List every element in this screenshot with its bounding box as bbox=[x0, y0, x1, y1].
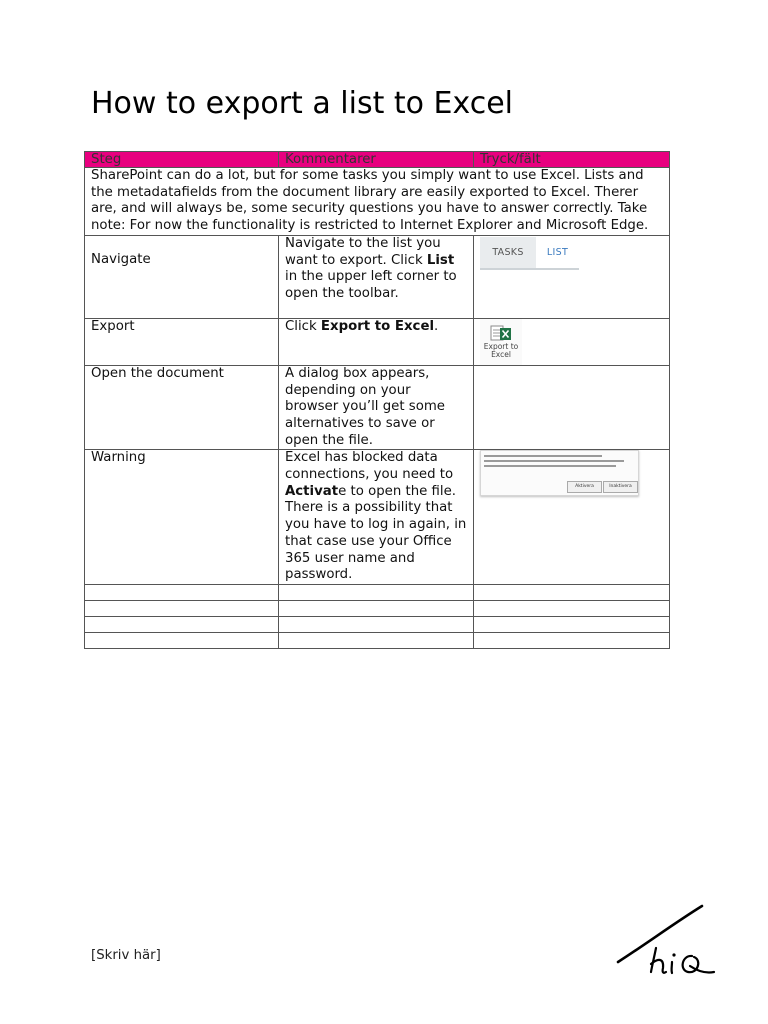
screenshot-cell bbox=[474, 450, 670, 585]
comment-text: Navigate to the list you want to export. Click bbox=[285, 235, 441, 268]
screenshot-cell bbox=[474, 318, 670, 365]
export-to-excel-screenshot bbox=[480, 319, 522, 365]
comment-bold: Export to Excel bbox=[320, 318, 435, 334]
instructions-table bbox=[84, 151, 670, 649]
table-row bbox=[85, 365, 670, 450]
comment-text: Click bbox=[285, 318, 321, 334]
table-row bbox=[85, 584, 670, 600]
footer-placeholder: [Skriv här] bbox=[91, 948, 161, 963]
tab-tasks: TASKS bbox=[492, 246, 524, 258]
comment-cell bbox=[279, 235, 474, 318]
table-row bbox=[85, 450, 670, 585]
screenshot-cell bbox=[474, 235, 670, 318]
screenshot-cell bbox=[474, 365, 670, 450]
comment-text: in the upper left corner to open the toolbar. bbox=[285, 269, 457, 301]
hiq-logo bbox=[616, 902, 720, 978]
step-navigate: Navigate bbox=[91, 251, 151, 267]
tab-list: LIST bbox=[536, 237, 579, 268]
table-row bbox=[85, 616, 670, 632]
comment-text: Excel has blocked data connections, you need to bbox=[285, 450, 454, 483]
comment-bold: Activat bbox=[285, 483, 339, 499]
export-icon-label-1: Export to bbox=[483, 341, 519, 351]
comment-text: e to open the file. There is a possibility that you have to log in again, in that case use your Office 365 user name and password. bbox=[285, 483, 467, 583]
step-warning: Warning bbox=[85, 450, 279, 585]
step-export: Export bbox=[85, 318, 279, 365]
comment-text: . bbox=[434, 318, 439, 334]
comment-bold: List bbox=[426, 252, 455, 268]
comment-cell bbox=[279, 450, 474, 585]
comment-text: A dialog box appears, depending on your browser you’ll get some alternatives to save or open the file. bbox=[279, 365, 474, 450]
header-steg: Steg bbox=[85, 152, 279, 168]
ribbon-screenshot bbox=[480, 237, 579, 270]
export-icon-label-2: Excel bbox=[491, 349, 511, 359]
intro-text: SharePoint can do a lot, but for some tasks you simply want to use Excel. Lists and the metadatafields from the document library are easily exported to Excel. Therer are, and will always be, some security questions you have to answer correctly. Take note: For now the functionality is restricted to Internet Explorer and Microsoft Edge. bbox=[85, 168, 670, 236]
step-open-document: Open the document bbox=[85, 365, 279, 450]
warning-dialog-screenshot bbox=[480, 450, 639, 496]
table-row-intro bbox=[85, 168, 670, 236]
document-title: How to export a list to Excel bbox=[91, 86, 513, 121]
deactivate-button-image: Inaktivera bbox=[603, 481, 638, 493]
table-header-row bbox=[85, 152, 670, 168]
table-row bbox=[85, 600, 670, 616]
table-row bbox=[85, 632, 670, 648]
activate-button-image: Aktivera bbox=[567, 481, 602, 493]
table-row bbox=[85, 235, 670, 318]
step-cell bbox=[85, 235, 279, 318]
header-kommentarer: Kommentarer bbox=[279, 152, 474, 168]
table-row bbox=[85, 318, 670, 365]
excel-icon bbox=[490, 324, 512, 342]
header-tryck-falt: Tryck/fält bbox=[474, 152, 670, 168]
comment-cell bbox=[279, 318, 474, 365]
